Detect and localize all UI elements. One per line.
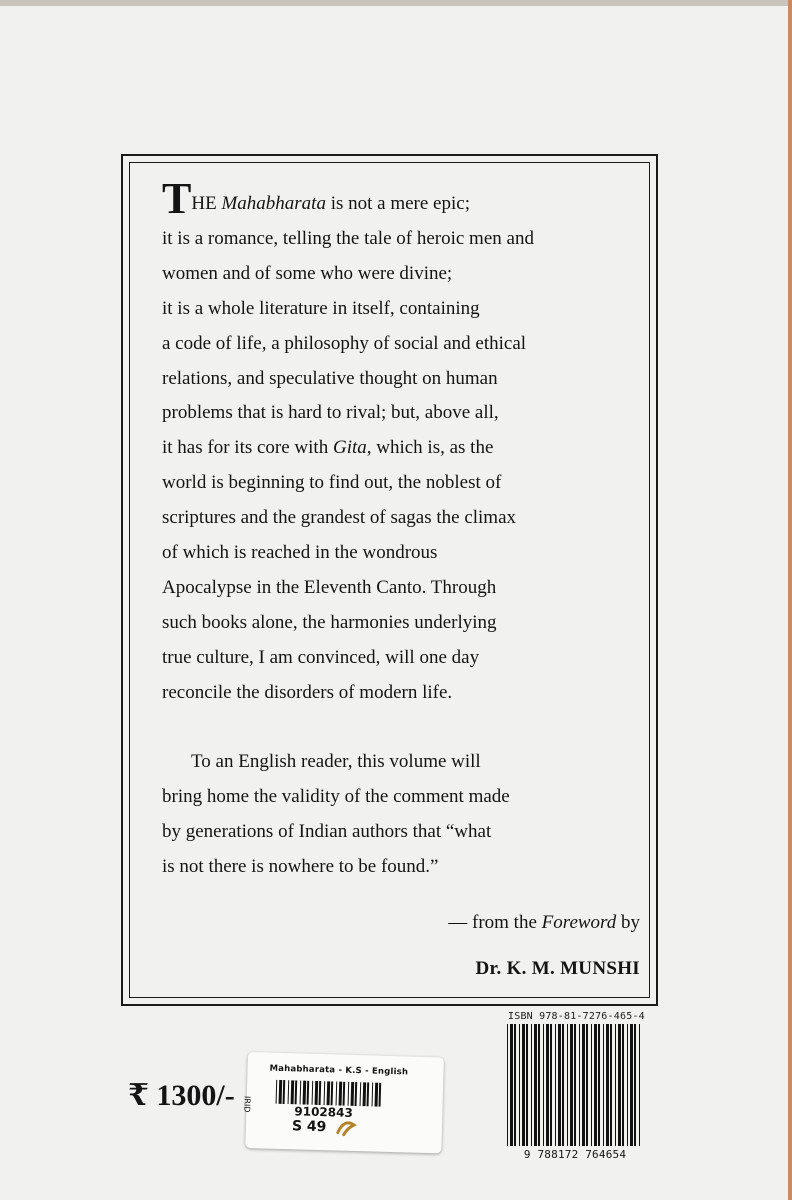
sticker-barcode [274, 1080, 385, 1107]
foreword-attribution: — from the Foreword by [448, 912, 640, 933]
barcode-bar [538, 1024, 540, 1146]
quote-line: world is beginning to find out, the noblest of [162, 472, 502, 494]
paragraph-gap [162, 710, 632, 745]
barcode-bar [531, 1024, 532, 1146]
barcode-bar [355, 1082, 358, 1106]
sticker-title: Mahabharata - K.S - English [269, 1063, 409, 1078]
shop-sticker [242, 1052, 444, 1153]
title-mahabharata: Mahabharata [221, 193, 326, 214]
quote-line: true culture, I am convinced, will one day [162, 646, 480, 668]
barcode-bar [295, 1080, 298, 1104]
barcode-bar [543, 1024, 544, 1146]
barcode-bar [363, 1082, 367, 1106]
barcode-bar [606, 1024, 609, 1146]
foreword-quote [162, 176, 632, 885]
barcode-bar [336, 1081, 338, 1105]
barcode-bar [331, 1081, 334, 1105]
barcode-bar [555, 1024, 556, 1146]
quote-line: Apocalypse in the Eleventh Canto. Through [162, 576, 497, 598]
barcode-bar [307, 1081, 310, 1105]
sticker-code: 9102843 [294, 1104, 353, 1120]
price-label: ₹ 1300/- [128, 1079, 235, 1112]
quote-line [162, 176, 632, 222]
barcode-bar [288, 1080, 290, 1104]
barcode-bar [546, 1024, 549, 1146]
quote-line: problems that is hard to rival; but, above all, [162, 402, 499, 424]
barcode-bar [586, 1024, 588, 1146]
barcode-bar [594, 1024, 597, 1146]
barcode-bar [315, 1081, 319, 1105]
quote-line: scriptures and the grandest of sagas the climax [162, 507, 517, 529]
right-edge [788, 0, 792, 1200]
barcode-bar [574, 1024, 576, 1146]
barcode-bar [630, 1024, 633, 1146]
quote-line: a code of life, a philosophy of social and ethical [162, 332, 527, 354]
barcode-bar [319, 1081, 322, 1105]
author-name: Dr. K. M. MUNSHI [475, 958, 640, 979]
top-edge [0, 0, 792, 6]
barcode-bar [291, 1080, 295, 1104]
quote-line: women and of some who were divine; [162, 262, 453, 284]
quote-line-opening: THE Mahabharata is not a mere epic; [162, 174, 470, 223]
barcode-bar [379, 1083, 382, 1107]
barcode-bar [579, 1024, 580, 1146]
barcode-bar [582, 1024, 585, 1146]
barcode-bar [634, 1024, 636, 1146]
barcode-bar [567, 1024, 568, 1146]
quote-line: it is a romance, telling the tale of heroic men and [162, 228, 534, 249]
barcode-bar [627, 1024, 628, 1146]
isbn-label: ISBN 978-81-7276-465-4 [508, 1011, 645, 1022]
barcode-bar [276, 1080, 278, 1104]
isbn-barcode [505, 1024, 645, 1168]
barcode-bar [324, 1081, 326, 1105]
barcode-bar [372, 1082, 374, 1106]
foreword-word: Foreword [541, 912, 617, 933]
quote-line: To an English reader, this volume will [191, 751, 481, 773]
barcode-bar [534, 1024, 537, 1146]
barcode-bar [360, 1082, 362, 1106]
barcode-bar [610, 1024, 612, 1146]
barcode-bar [618, 1024, 621, 1146]
quote-line: is not there is nowhere to be found.” [162, 856, 439, 878]
quote-line: by generations of Indian authors that “what [162, 821, 492, 843]
barcode-bar [283, 1080, 286, 1104]
drop-cap: T [162, 174, 192, 223]
barcode-bar [367, 1082, 370, 1106]
quote-line: it is a whole literature in itself, containing [162, 297, 480, 319]
barcode-bar [615, 1024, 616, 1146]
barcode-bar [570, 1024, 573, 1146]
barcode-bar [598, 1024, 600, 1146]
barcode-bar [639, 1024, 640, 1146]
barcode-digits: 9 788172 764654 [523, 1148, 627, 1161]
barcode-bar [562, 1024, 564, 1146]
barcode-bar [279, 1080, 283, 1104]
barcode-bar [327, 1081, 331, 1105]
handwritten-mark-icon [336, 1118, 358, 1137]
barcode-bar [622, 1024, 624, 1146]
quote-line: it has for its core with Gita, which is, as the [162, 437, 494, 459]
barcode-bar [300, 1080, 302, 1104]
sticker-stock: S 49 [291, 1118, 327, 1136]
barcode-bar [312, 1081, 314, 1105]
quote-line: of which is reached in the wondrous [162, 542, 438, 564]
sticker-side-text: IRID [242, 1095, 252, 1113]
barcode-bars [505, 1024, 645, 1148]
quote-line: bring home the validity of the comment made [162, 786, 510, 808]
title-gita: Gita [332, 437, 367, 459]
barcode-bar [510, 1024, 513, 1146]
barcode-bar [348, 1082, 350, 1106]
barcode-bar [507, 1024, 508, 1146]
barcode-bar [303, 1081, 307, 1105]
barcode-bar [522, 1024, 525, 1146]
barcode-bar [603, 1024, 604, 1146]
quote-line: reconcile the disorders of modern life. [162, 681, 453, 703]
barcode-bar [375, 1083, 379, 1107]
barcode-bar [526, 1024, 528, 1146]
barcode-bar [351, 1082, 355, 1106]
barcode-bar [558, 1024, 561, 1146]
barcode-bar [550, 1024, 552, 1146]
barcode-bar [591, 1024, 592, 1146]
barcode-bar [343, 1082, 346, 1106]
barcode-bar [339, 1082, 343, 1106]
quote-line: such books alone, the harmonies underlying [162, 611, 497, 633]
barcode-bar [514, 1024, 516, 1146]
barcode-bar [519, 1024, 520, 1146]
quote-line: relations, and speculative thought on human [162, 367, 498, 389]
